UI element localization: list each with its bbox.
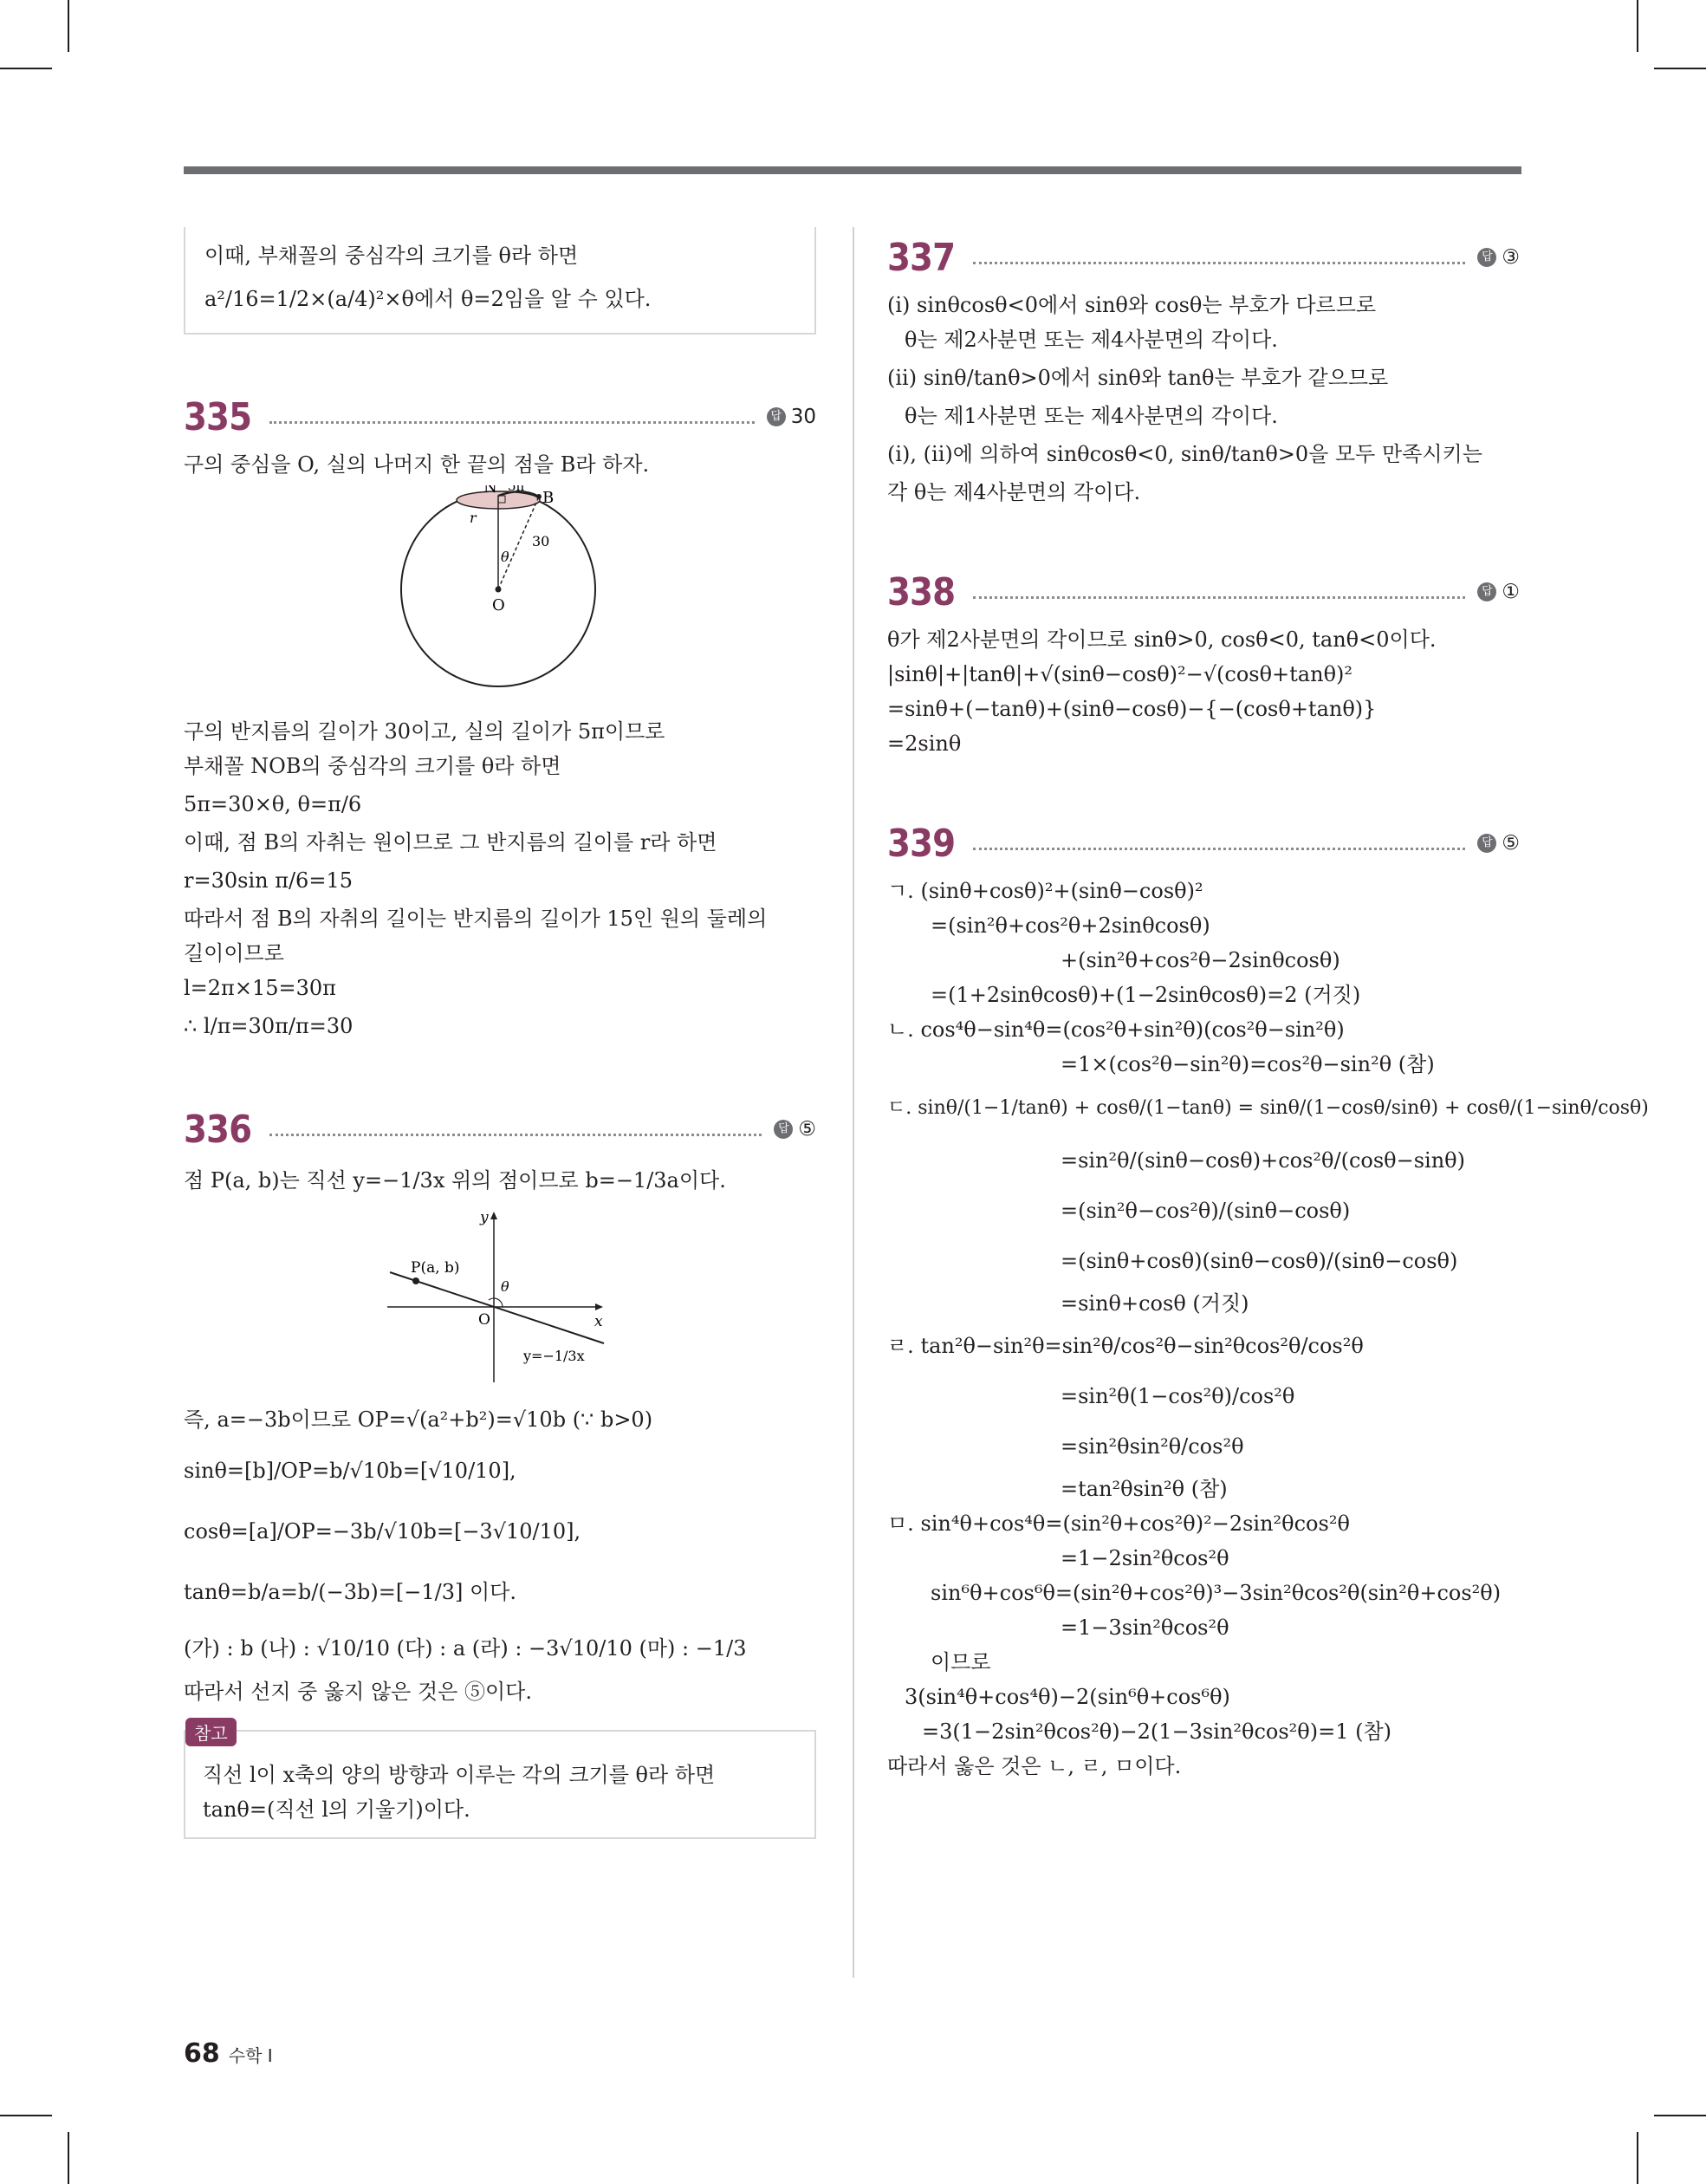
solution-line: ㄹ. tan²θ−sin²θ=sin²θ/cos²θ−sin²θcos²θ/cos²θ bbox=[887, 1334, 1364, 1358]
point-o bbox=[496, 587, 502, 593]
point-b bbox=[536, 494, 542, 499]
solution-line: =2sinθ bbox=[887, 731, 962, 756]
solution-line: tanθ=b/a=b/(−3b)=[−1/3] 이다. bbox=[184, 1580, 516, 1604]
solution-line: 점 P(a, b)는 직선 y=−1/3x 위의 점이므로 b=−1/3a이다. bbox=[184, 1168, 726, 1193]
solution-line: |sinθ|+|tanθ|+√(sinθ−cosθ)²−√(cosθ+tanθ)² bbox=[887, 662, 1352, 686]
solution-line: ∴ l/π=30π/π=30 bbox=[184, 1014, 354, 1038]
solution-line: 5π=30×θ, θ=π/6 bbox=[184, 792, 362, 816]
crop-mark bbox=[68, 2132, 69, 2184]
solution-line: (i) sinθcosθ<0에서 sinθ와 cosθ는 부호가 다르므로 bbox=[887, 293, 1377, 317]
label-x: x bbox=[594, 1313, 603, 1330]
solution-line: =(sin²θ−cos²θ)/(sinθ−cosθ) bbox=[1061, 1199, 1351, 1223]
solution-line: =3(1−2sin²θcos²θ)−2(1−3sin²θcos²θ)=1 (참) bbox=[922, 1719, 1392, 1744]
note-line: tanθ=(직선 l의 기울기)이다. bbox=[203, 1797, 470, 1822]
label-y: y bbox=[480, 1209, 489, 1226]
solution-line: =(sinθ+cosθ)(sinθ−cosθ)/(sinθ−cosθ) bbox=[1061, 1249, 1458, 1273]
answer-label bbox=[1477, 832, 1520, 855]
label-o: O bbox=[478, 1311, 490, 1329]
problem-339-header bbox=[887, 813, 1520, 874]
line-graph-figure bbox=[184, 1205, 816, 1387]
leader-dots bbox=[269, 1134, 762, 1136]
sphere-figure bbox=[184, 485, 816, 702]
point-p bbox=[412, 1277, 419, 1284]
solution-line: 즉, a=−3b이므로 OP=√(a²+b²)=√10b (∵ b>0) bbox=[184, 1407, 653, 1432]
column-divider bbox=[853, 227, 854, 1978]
solution-line: =1−2sin²θcos²θ bbox=[1061, 1546, 1229, 1570]
solution-line: +(sin²θ+cos²θ−2sinθcosθ) bbox=[1061, 948, 1340, 972]
solution-line: (ii) sinθ/tanθ>0에서 sinθ와 tanθ는 부호가 같으므로 bbox=[887, 366, 1389, 390]
problem-337-header bbox=[887, 227, 1520, 288]
label-theta: θ bbox=[501, 549, 509, 565]
solution-line: 부채꼴 NOB의 중심각의 크기를 θ라 하면 bbox=[184, 754, 561, 778]
answer-label bbox=[1477, 246, 1520, 269]
left-column bbox=[184, 227, 816, 1839]
header-rule bbox=[184, 166, 1521, 174]
note-tag: 참고 bbox=[185, 1718, 237, 1746]
answer-label bbox=[774, 1118, 816, 1141]
solution-line: 이때, 점 B의 자취는 원이므로 그 반지름의 길이를 r라 하면 bbox=[184, 830, 717, 855]
problem-number: 339 bbox=[887, 821, 956, 866]
solution-line: 따라서 점 B의 자취의 길이는 반지름의 길이가 15인 원의 둘레의 bbox=[184, 907, 768, 931]
solution-line: ㄴ. cos⁴θ−sin⁴θ=(cos²θ+sin²θ)(cos²θ−sin²θ) bbox=[887, 1017, 1345, 1042]
problem-335-header bbox=[184, 387, 816, 447]
solution-line: =sinθ+cosθ (거짓) bbox=[1061, 1291, 1249, 1316]
solution-line: ㄱ. (sinθ+cosθ)²+(sinθ−cosθ)² bbox=[887, 879, 1203, 903]
ray-op bbox=[416, 1281, 494, 1307]
answer-label bbox=[767, 406, 816, 428]
label-30: 30 bbox=[532, 533, 550, 549]
crop-mark bbox=[1637, 2132, 1638, 2184]
label-r: r bbox=[470, 510, 477, 526]
solution-line: =sinθ+(−tanθ)+(sinθ−cosθ)−{−(cosθ+tanθ)} bbox=[887, 697, 1377, 721]
label-p: P(a, b) bbox=[411, 1259, 460, 1277]
solution-line: 길이이므로 bbox=[184, 941, 284, 965]
label-n: N bbox=[483, 485, 497, 497]
solution-line: =(1+2sinθcosθ)+(1−2sinθcosθ)=2 (거짓) bbox=[931, 983, 1361, 1007]
problem-number: 337 bbox=[887, 235, 956, 280]
leader-dots bbox=[973, 596, 1466, 599]
solution-line: (가) : b (나) : √10/10 (다) : a (라) : −3√10/10 (마) : −1/3 bbox=[184, 1636, 747, 1661]
answer-value: 30 bbox=[790, 406, 816, 428]
solution-line: ㄷ. sinθ/(1−1/tanθ) + cosθ/(1−tanθ) = sinθ/(1−cosθ/sinθ) + cosθ/(1−sinθ/cosθ) bbox=[887, 1097, 1649, 1119]
page-number: 68 bbox=[184, 2038, 220, 2069]
solution-line: sin⁶θ+cos⁶θ=(sin²θ+cos²θ)³−3sin²θcos²θ(sin²θ+cos²θ) bbox=[931, 1581, 1502, 1605]
solution-line: θ는 제2사분면 또는 제4사분면의 각이다. bbox=[905, 328, 1278, 352]
answer-value: ⑤ bbox=[1502, 832, 1520, 855]
problem-number: 335 bbox=[184, 394, 252, 439]
crop-mark bbox=[1637, 0, 1638, 52]
solution-line: =sin²θ(1−cos²θ)/cos²θ bbox=[1061, 1384, 1295, 1408]
answer-icon: 답 bbox=[774, 1120, 793, 1139]
problem-number: 338 bbox=[887, 569, 956, 614]
intro-box bbox=[184, 227, 816, 335]
solution-line: =(sin²θ+cos²θ+2sinθcosθ) bbox=[931, 913, 1210, 938]
intro-line: 이때, 부채꼴의 중심각의 크기를 θ라 하면 bbox=[204, 244, 579, 268]
crop-mark bbox=[1654, 2115, 1706, 2116]
crop-mark bbox=[68, 0, 69, 52]
label-b: B bbox=[542, 489, 555, 507]
solution-line: 구의 중심을 O, 실의 나머지 한 끝의 점을 B라 하자. bbox=[184, 452, 650, 477]
page-footer bbox=[184, 2038, 273, 2069]
solution-line: 따라서 선지 중 옳지 않은 것은 ⑤이다. bbox=[184, 1680, 532, 1704]
solution-line: sinθ=[b]/OP=b/√10b=[√10/10], bbox=[184, 1459, 516, 1483]
answer-icon: 답 bbox=[1477, 582, 1496, 601]
problem-number: 336 bbox=[184, 1107, 252, 1152]
note-box bbox=[184, 1723, 816, 1839]
intro-line: a²/16=1/2×(a/4)²×θ에서 θ=2임을 알 수 있다. bbox=[204, 287, 652, 311]
label-line-eq: y=−1/3x bbox=[523, 1348, 585, 1364]
label-o: O bbox=[492, 596, 505, 614]
solution-line: =sin²θsin²θ/cos²θ bbox=[1061, 1434, 1244, 1459]
problem-338-header bbox=[887, 562, 1520, 622]
answer-value: ③ bbox=[1502, 246, 1520, 269]
label-theta: θ bbox=[501, 1278, 509, 1295]
label-length: 5π bbox=[508, 485, 525, 494]
solution-line: 이므로 bbox=[931, 1650, 991, 1674]
solution-line: ㅁ. sin⁴θ+cos⁴θ=(sin²θ+cos²θ)²−2sin²θcos²θ bbox=[887, 1511, 1350, 1536]
solution-line: l=2π×15=30π bbox=[184, 976, 336, 1000]
answer-value: ⑤ bbox=[798, 1118, 816, 1141]
problem-336-header bbox=[184, 1099, 816, 1160]
solution-line: θ는 제1사분면 또는 제4사분면의 각이다. bbox=[905, 404, 1278, 428]
solution-line: θ가 제2사분면의 각이므로 sinθ>0, cosθ<0, tanθ<0이다. bbox=[887, 627, 1437, 652]
crop-mark bbox=[1654, 68, 1706, 69]
crop-mark bbox=[0, 2115, 52, 2116]
answer-label bbox=[1477, 581, 1520, 603]
solution-line: 구의 반지름의 길이가 30이고, 실의 길이가 5π이므로 bbox=[184, 719, 665, 744]
answer-icon: 답 bbox=[767, 407, 786, 426]
solution-line: r=30sin π/6=15 bbox=[184, 868, 353, 893]
x-axis-arrow bbox=[595, 1303, 603, 1310]
crop-mark bbox=[0, 68, 52, 69]
note-line: 직선 l이 x축의 양의 방향과 이루는 각의 크기를 θ라 하면 bbox=[203, 1763, 716, 1787]
answer-icon: 답 bbox=[1477, 834, 1496, 853]
solution-line: =tan²θsin²θ (참) bbox=[1061, 1477, 1228, 1501]
solution-line: =1−3sin²θcos²θ bbox=[1061, 1615, 1229, 1640]
solution-line: (i), (ii)에 의하여 sinθcosθ<0, sinθ/tanθ>0을 모두 만족시키는 bbox=[887, 442, 1482, 466]
leader-dots bbox=[973, 848, 1466, 850]
subject-label: 수학 I bbox=[228, 2045, 273, 2066]
y-axis-arrow bbox=[490, 1212, 497, 1219]
right-column bbox=[887, 227, 1649, 1784]
solution-line: =1×(cos²θ−sin²θ)=cos²θ−sin²θ (참) bbox=[1061, 1052, 1435, 1076]
solution-line: 각 θ는 제4사분면의 각이다. bbox=[887, 480, 1141, 504]
solution-line: 따라서 옳은 것은 ㄴ, ㄹ, ㅁ이다. bbox=[887, 1754, 1182, 1778]
solution-line: =sin²θ/(sinθ−cosθ)+cos²θ/(cosθ−sinθ) bbox=[1061, 1148, 1465, 1173]
leader-dots bbox=[973, 262, 1466, 264]
solution-line: cosθ=[a]/OP=−3b/√10b=[−3√10/10], bbox=[184, 1519, 581, 1544]
answer-value: ① bbox=[1502, 581, 1520, 603]
solution-line: 3(sin⁴θ+cos⁴θ)−2(sin⁶θ+cos⁶θ) bbox=[905, 1685, 1230, 1709]
answer-icon: 답 bbox=[1477, 248, 1496, 267]
leader-dots bbox=[269, 421, 755, 424]
